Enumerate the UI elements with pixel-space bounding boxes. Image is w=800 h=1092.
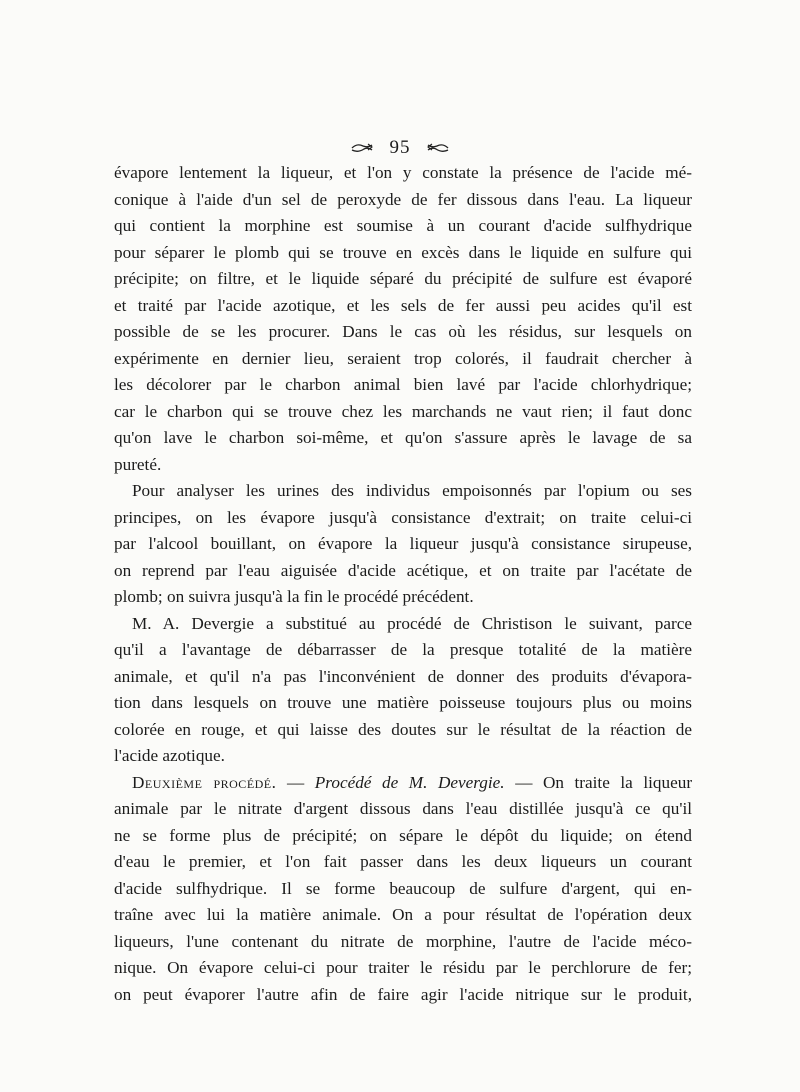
text-line [114,770,692,797]
text-line: par l'alcool bouillant, on évapore la liqueur jusqu'à consistance sirupeuse, [114,534,692,553]
page-header [0,136,800,158]
text-line: nique. On évapore celui-ci pour traiter le résidu par le perchlorure de fer; [114,958,692,977]
text-run: — On traite la liqueur [515,772,693,792]
text-line: conique à l'aide d'un sel de peroxyde de fer dissous dans l'eau. La liqueur [114,189,692,209]
text-line: on peut évaporer l'autre afin de faire agir l'acide nitrique sur le produit, [114,984,692,1004]
paragraph-3 [114,611,692,770]
text-line: M. A. Devergie a substitué au procédé de Christison le suivant, parce [132,613,692,633]
text-line: liqueurs, l'une contenant du nitrate de morphine, l'autre de l'acide méco- [114,931,692,951]
text-line: car le charbon qui se trouve chez les marchands ne vaut rien; il faut donc [114,401,692,421]
text-line: pour séparer le plomb qui se trouve en excès dans le liquide en sulfure qui [114,242,692,262]
text-line: l'acide azotique. [114,746,225,765]
text-line: évapore lentement la liqueur, et l'on y constate la présence de l'acide mé- [114,163,692,182]
text-line: pureté. [114,454,162,474]
text-line: principes, on les évapore jusqu'à consistance d'extrait; on traite celui-ci [114,507,692,527]
paragraph-1 [114,160,692,478]
text-line: qu'on lave le charbon soi-même, et qu'on s'assure après le lavage de sa [114,428,692,447]
section-heading: Deuxième procédé. [132,772,277,792]
page-number: 95 [389,136,411,158]
text-line: animale par le nitrate d'argent dissous dans l'eau distillée jusqu'à ce qu'il [114,799,692,818]
text-line: animale, et qu'il n'a pas l'inconvénient de donner des produits d'évapora- [114,666,692,686]
text-line: qu'il a l'avantage de débarrasser de la presque totalité de la matière [114,640,692,659]
text-line: on reprend par l'eau aiguisée d'acide acétique, et on traite par l'acétate de [114,560,692,580]
text-line: possible de se les procurer. Dans le cas où les résidus, sur lesquels on [114,322,692,341]
section-title: Procédé de M. Devergie. [314,772,505,792]
heading-dash: — [287,772,305,792]
text-line: d'eau le premier, et l'on fait passer dans les deux liqueurs un courant [114,852,692,871]
text-line: les décolorer par le charbon animal bien lavé par l'acide chlorhydrique; [114,375,692,394]
text-line: d'acide sulfhydrique. Il se forme beaucoup de sulfure d'argent, qui en- [114,878,692,898]
text-line: expérimente en dernier lieu, seraient trop colorés, il faudrait chercher à [114,348,692,368]
paragraph-2 [114,478,692,611]
text-line: plomb; on suivra jusqu'à la fin le procédé précédent. [114,587,474,606]
text-line: et traité par l'acide azotique, et les sels de fer aussi peu acides qu'il est [114,295,692,315]
paragraph-4 [114,770,692,1009]
left-ornament-icon [351,142,373,154]
right-ornament-icon [427,142,449,154]
text-line: traîne avec lui la matière animale. On a pour résultat de l'opération deux [114,905,692,924]
text-line: qui contient la morphine est soumise à un courant d'acide sulfhydrique [114,216,692,235]
text-line: tion dans lesquels on trouve une matière poisseuse toujours plus ou moins [114,693,692,712]
text-line: Pour analyser les urines des individus empoisonnés par l'opium ou ses [132,481,692,500]
text-line: précipite; on filtre, et le liquide séparé du précipité de sulfure est évaporé [114,269,692,288]
body-text [114,160,692,1008]
text-line: ne se forme plus de précipité; on sépare le dépôt du liquide; on étend [114,825,692,845]
text-line: colorée en rouge, et qui laisse des doutes sur le résultat de la réaction de [114,719,692,739]
